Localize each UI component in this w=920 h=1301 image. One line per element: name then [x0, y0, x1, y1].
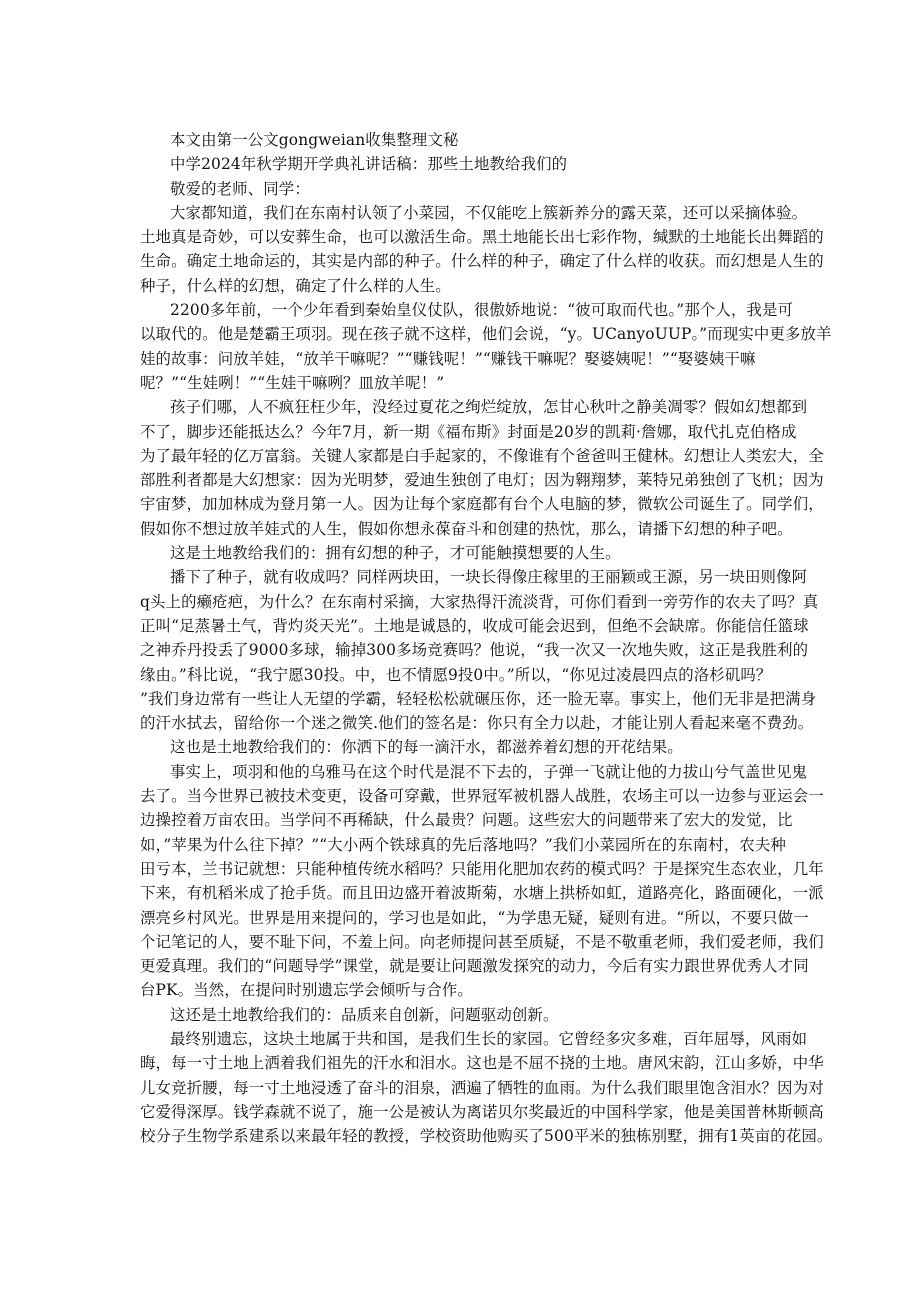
paragraph-line: ”我们身边常有一些让人无望的学霸，轻轻松松就碾压你，还一脸无辜。事实上，他们无非是把满身	[140, 689, 817, 708]
paragraph-line: 最终别遗忘，这块土地属于共和国，是我们生长的家园。它曾经多灾多难，百年屈辱，风雨如	[170, 1029, 808, 1048]
document-body	[140, 201, 833, 1149]
paragraph	[140, 201, 824, 298]
paragraph-line: 宇宙梦，加加林成为登月第一人。因为让每个家庭都有台个人电脑的梦，微软公司诞生了。同学们，	[140, 495, 824, 514]
paragraph	[140, 565, 819, 735]
paragraph-line: 它爱得深厚。钱学森就不说了，施一公是被认为离诺贝尔奖最近的中国科学家，他是美国普林斯顿高	[140, 1102, 824, 1121]
paragraph-line: q头上的癞疮疤，为什么？在东南村采摘，大家热得汗流淡背，可你们看到一旁劳作的农夫了吗？真	[140, 592, 819, 611]
paragraph-line: 晦，每一寸土地上洒着我们祖先的汗水和泪水。这也是不屈不挠的土地。唐风宋韵，江山多娇，中华	[140, 1054, 824, 1073]
paragraph	[140, 1027, 833, 1148]
paragraph-line: 这也是土地教给我们的：你洒下的每一滴汗水，都滋养着幻想的开花结果。	[170, 738, 683, 757]
paragraph-line: 事实上，项羽和他的乌雅马在这个时代是混不下去的，子弹一飞就让他的力拔山兮气盖世见鬼	[170, 762, 808, 781]
document-page	[140, 128, 833, 1148]
paragraph-line: 土地真是奇妙，可以安葬生命，也可以激活生命。黑土地能长出七彩作物，缄默的土地能长出舞蹈的	[140, 228, 824, 247]
paragraph-line: 这还是土地教给我们的：品质来自创新，问题驱动创新。	[170, 1005, 559, 1024]
paragraph-line: 为了最年轻的亿万富翁。关键人家都是白手起家的，不像谁有个爸爸叫王健林。幻想让人类宏大，全	[140, 446, 824, 465]
paragraph-line: 播下了种子，就有收成吗？同样两块田，一块长得像庄稼里的王丽颖或王源，另一块田则像阿	[170, 568, 808, 587]
paragraph-line: 田亏本，兰书记就想：只能种植传统水稻吗？只能用化肥加农药的模式吗？于是探究生态农业，几年	[140, 859, 824, 878]
paragraph	[140, 395, 824, 541]
paragraph-line: 个记笔记的人，要不耻下问，不羞上问。向老师提问甚至质疑，不是不敬重老师，我们爱老师，我们	[140, 932, 824, 951]
paragraph-line: 缘由。”科比说，“我宁愿30投。中，也不情愿9投0中。”所以，“你见过凌晨四点的洛杉矶吗？	[140, 665, 772, 684]
paragraph-line: 如，”苹果为什么往下掉？”“大小两个铁球真的先后落地吗？”我们小菜园所在的东南村，农夫种	[140, 835, 786, 854]
paragraph-line: 正叫“足蒸暑土气，背灼炎天光”。土地是诚恳的，收成可能会迟到，但绝不会缺席。你能信任篮球	[140, 616, 809, 635]
paragraph	[140, 1003, 785, 1027]
paragraph-line: 种子，什么样的幻想，确定了什么样的人生。	[140, 276, 451, 295]
paragraph	[140, 298, 832, 395]
paragraph	[140, 760, 824, 1003]
document-title: 中学2024年秋学期开学典礼讲话稿：那些土地教给我们的	[170, 155, 568, 174]
paragraph-line: 校分子生物学系建系以来最年轻的教授，学校资助他购买了500平米的独栋别墅，拥有1英亩的花园。	[140, 1127, 833, 1146]
paragraph-line: 儿女竞折腰，每一寸土地浸透了奋斗的泪泉，洒遍了牺牲的血雨。为什么我们眼里饱含泪水？因为对	[140, 1078, 824, 1097]
source-note: 本文由第一公文gongweian收集整理文秘	[170, 131, 459, 149]
paragraph-line: 这是土地教给我们的：拥有幻想的种子，才可能触摸想要的人生。	[170, 544, 621, 563]
paragraph-line: 呢？”“生娃咧！”“生娃干嘛咧？皿放羊呢！”	[140, 373, 445, 392]
paragraph-line: 假如你不想过放羊娃式的人生，假如你想永葆奋斗和创建的热忱，那么，请播下幻想的种子吧。	[140, 519, 793, 538]
paragraph-line: 漂亮乡村风光。世界是用来提问的，学习也是如此，“为学患无疑，疑则有进。“所以，不要只做一	[140, 908, 809, 927]
paragraph-line: 去了。当今世界已被技术变更，设备可穿戴，世界冠军被机器人战胜，农场主可以一边参与亚运会一	[140, 787, 824, 806]
paragraph	[140, 735, 785, 759]
paragraph-line: 台PK。当然，在提问时别遗忘学会倾听与合作。	[140, 981, 473, 1000]
paragraph-line: 边操控着万亩农田。当学问不再稀缺，什么最贵？问题。这些宏大的问题带来了宏大的发觉，比	[140, 811, 793, 830]
paragraph-line: 大家都知道，我们在东南村认领了小菜园，不仅能吃上簇新养分的露天菜，还可以采摘体验。	[170, 203, 808, 222]
paragraph-line: 更爱真理。我们的“问题导学”课堂，就是要让问题激发探究的动力，今后有实力跟世界优秀人才同	[140, 957, 809, 976]
paragraph-line: 娃的故事：问放羊娃，“放羊干嘛呢？”“赚钱呢！”“赚钱干嘛呢？娶婆姨呢！”“娶婆姨干嘛	[140, 349, 756, 368]
paragraph-line: 不了，脚步还能抵达么？今年7月，新一期《福布斯》封面是20岁的凯莉·詹娜，取代扎克伯格成	[140, 422, 797, 441]
paragraph-line: 下来，有机稻米成了抢手货。而且田边盛开着波斯菊，水塘上拱桥如虹，道路亮化，路面硬化，一派	[140, 884, 824, 903]
paragraph-line: 之神乔丹投丢了9000多球，输掉300多场竞赛吗？他说，“我一次又一次地失败，这正是我胜利的	[140, 641, 809, 660]
paragraph-line: 以取代的。他是楚霸王项羽。现在孩子就不这样，他们会说，“y。UCanyoUUP。”而现实中更多放羊	[140, 325, 832, 344]
paragraph	[140, 541, 785, 565]
paragraph-line: 2200多年前，一个少年看到秦始皇仪仗队，很傲娇地说：“彼可取而代也。”那个人，我是可	[170, 301, 794, 320]
paragraph-line: 的汗水拭去，留给你一个迷之微笑.他们的签名是：你只有全力以赴，才能让别人看起来毫不费劲。	[140, 714, 814, 733]
greeting: 敬爱的老师、同学：	[170, 179, 310, 198]
paragraph-line: 孩子们哪，人不疯狂枉少年，没经过夏花之绚烂绽放，怎甘心秋叶之静美凋零？假如幻想都到	[170, 398, 808, 417]
paragraph-line: 生命。确定土地命运的，其实是内部的种子。什么样的种子，确定了什么样的收获。而幻想是人生的	[140, 252, 824, 271]
paragraph-line: 部胜利者都是大幻想家：因为光明梦，爱迪生独创了电灯；因为翱翔梦，莱特兄弟独创了飞机；因为	[140, 471, 824, 490]
